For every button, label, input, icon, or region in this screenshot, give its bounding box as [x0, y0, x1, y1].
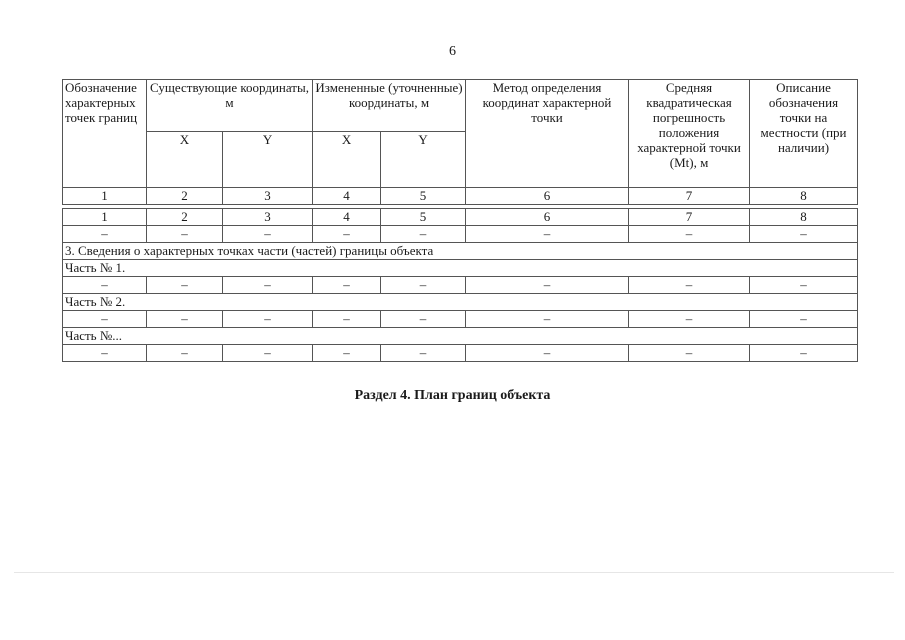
dash-cell: –: [466, 277, 629, 294]
col-number: 6: [466, 209, 629, 226]
header-description: Описание обозначения точки на местности (при наличии): [750, 80, 858, 188]
dash-cell: –: [466, 311, 629, 328]
table-row: [63, 226, 858, 243]
dash-cell: –: [63, 226, 147, 243]
page-number: 6: [449, 44, 456, 59]
col-number: 3: [223, 209, 313, 226]
dash-cell: –: [313, 345, 381, 362]
dash-cell: –: [381, 277, 466, 294]
table-row: [63, 243, 858, 260]
dash-cell: –: [63, 345, 147, 362]
table-row: [63, 345, 858, 362]
part-n-label: Часть №...: [63, 328, 858, 345]
dash-cell: –: [629, 311, 750, 328]
dash-cell: –: [629, 345, 750, 362]
col-number: 2: [147, 188, 223, 205]
dash-cell: –: [750, 345, 858, 362]
dash-cell: –: [147, 345, 223, 362]
dash-cell: –: [147, 277, 223, 294]
table-row: [63, 328, 858, 345]
dash-cell: –: [313, 226, 381, 243]
dash-cell: –: [381, 226, 466, 243]
header-y-changed: Y: [381, 132, 466, 188]
col-number: 5: [381, 209, 466, 226]
dash-cell: –: [63, 277, 147, 294]
col-number: 4: [313, 209, 381, 226]
table-row: [63, 277, 858, 294]
col-number: 8: [750, 188, 858, 205]
header-number-row: [63, 188, 858, 205]
dash-cell: –: [629, 277, 750, 294]
section-3-heading: 3. Сведения о характерных точках части (частей) границы объекта: [63, 243, 858, 260]
dash-cell: –: [63, 311, 147, 328]
dash-cell: –: [381, 311, 466, 328]
part-1-label: Часть № 1.: [63, 260, 858, 277]
header-table: [62, 79, 858, 205]
table-row: [63, 260, 858, 277]
header-error: Средняя квадратическая погрешность положения характерной точки (Mt), м: [629, 80, 750, 188]
col-number: 4: [313, 188, 381, 205]
col-number: 1: [63, 188, 147, 205]
header-y-existing: Y: [223, 132, 313, 188]
part-2-label: Часть № 2.: [63, 294, 858, 311]
dash-cell: –: [466, 345, 629, 362]
col-number: 6: [466, 188, 629, 205]
dash-cell: –: [629, 226, 750, 243]
dash-cell: –: [750, 277, 858, 294]
dash-cell: –: [223, 345, 313, 362]
header-existing-coords: Существующие координаты, м: [147, 80, 313, 132]
header-changed-coords: Измененные (уточненные) координаты, м: [313, 80, 466, 132]
col-number: 3: [223, 188, 313, 205]
body-table: [62, 208, 858, 362]
dash-cell: –: [313, 311, 381, 328]
col-number: 8: [750, 209, 858, 226]
col-number: 7: [629, 188, 750, 205]
header-x-changed: X: [313, 132, 381, 188]
dash-cell: –: [147, 226, 223, 243]
dash-cell: –: [223, 277, 313, 294]
dash-cell: –: [750, 311, 858, 328]
header-point-designation: Обозначение характерных точек границ: [63, 80, 147, 188]
col-number: 1: [63, 209, 147, 226]
col-number: 7: [629, 209, 750, 226]
dash-cell: –: [223, 311, 313, 328]
table-row: [63, 311, 858, 328]
section-4-title: Раздел 4. План границ объекта: [354, 388, 551, 403]
dash-cell: –: [381, 345, 466, 362]
dash-cell: –: [147, 311, 223, 328]
page-edge-divider: [14, 572, 894, 573]
dash-cell: –: [223, 226, 313, 243]
table-row: [63, 209, 858, 226]
dash-cell: –: [313, 277, 381, 294]
table-row: [63, 294, 858, 311]
col-number: 5: [381, 188, 466, 205]
dash-cell: –: [466, 226, 629, 243]
header-method: Метод определения координат характерной точки: [466, 80, 629, 188]
dash-cell: –: [750, 226, 858, 243]
col-number: 2: [147, 209, 223, 226]
header-x-existing: X: [147, 132, 223, 188]
